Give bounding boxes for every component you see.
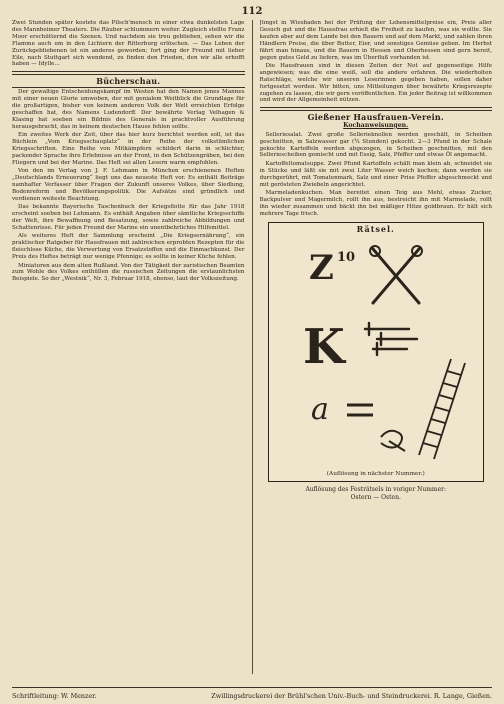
puzzle-title: Rätsel. (356, 223, 395, 234)
right-top-paragraph: Die Hausfrauen sind in diesen Zeiten der Not auf gegenseitige Hilfe angewiesen; was die eine weiß, soll die andere erfahren. Die wiederholten Ratschläge, welche wir unseren Leserinnen gegeben haben, sollen daher fortgesetzt werden. Wir bitten, uns Mitteilungen über bewährte Kriegsrezepte zugehen zu lassen, die wir gern veröffentlichen. Ein jeder Beitrag ist willkommen und wird der Allgemeinheit nützen. (259, 62, 492, 104)
left-top-text: Zwei Stunden später kostete das Pilsch'mensch in einer etwa dunkelsten Lage des Mannheimer Theaters. Die Räuber schlummern weiter. Zugleich stellte Franz Moor erschütternd die Szenen. Und nachdem sie treu geblieben, sehen wir die Flamme auch um in den Lichtern der Ritterburg erlöschen. — Das Leben der Zurückgebliebenen ist ein anderes geworden; fort ging der Freund mit lieber Eile, nach Stuttgart sich wendend, zu finden den Frieden, den wir alle erhofft haben — Idylle... (12, 20, 245, 68)
puzzle-solution (260, 486, 493, 502)
rebus-letter-k: K (302, 318, 345, 375)
right-column (260, 20, 493, 674)
nails-icon (365, 323, 417, 355)
rebus-letter-z: Z (308, 247, 334, 288)
review-paragraph: Der gewaltige Entscheidungskampf im Westen hat den Namen jenes Mannes mit einer neuen Glorie umwoben, der mit genialem Weitblick die Grundlage für die großartigen, bisher von keinem anderen Volk der Welt erreichten Erfolge geschaffen hat, des Namens Ludendorff. Der bewährte Verlag Velhagen & Klasing hat soeben ein Bildnis des Generals in prachtvoller Ausführung herausgebracht, das in keinem deutschen Hause fehlen sollte. (12, 89, 245, 130)
hand-icon (381, 430, 405, 450)
review-paragraph: Das bekannte Bayerische Taschenbuch der Kriegsflotte für das Jahr 1918 erscheint soeben bei Lehmann. Es enthält Angaben über sämtliche Kriegsschiffe der Welt, ihre Bewaffnung und Besatzung, sowie zahlreiche Abbildungen und Schattenrisse. Für jeden Freund der Marine ein unentbehrliches Hilfsmittel. (12, 204, 245, 231)
review-paragraph: Von den im Verlag von J. F. Lehmann in München erschienenen Heften „Deutschlands Erneuerung“ liegt uns das neueste Heft vor. Es enthält Beiträge namhafter Verfasser über Fragen der Zukunft unseres Volkes, über Siedlung, Bodenreform und Bevölkerungspolitik. Die Aufsätze sind gründlich und verdienen weiteste Beachtung. (12, 168, 245, 202)
picture-puzzle-box (268, 222, 485, 482)
puzzle-caption: (Auflösung in nächster Nummer.) (326, 470, 425, 477)
solution-answer: Ostern — Osten. (350, 493, 401, 501)
section-title-buecherschau: Bücherschau. (96, 75, 161, 86)
footer-printer: Zwillingsdruckerei der Brühl'schen Univ.-Buch- und Steindruckerei. R. Lange, Gießen. (211, 692, 492, 700)
equals-sign-icon (347, 405, 373, 415)
page-number: 112 (241, 6, 263, 17)
subheading-kochanweisungen: Kochanweisungen. (343, 121, 409, 129)
rebus-superscript: 10 (336, 249, 355, 265)
footer-editor: Schriftleitung: W. Menzer. (12, 692, 97, 700)
section-divider (12, 71, 245, 75)
title-rule (12, 87, 245, 88)
review-paragraph: Miniaturen aus dem alten Rußland. Von der Tätigkeit der zaristischen Beamten zum Wohle des Volkes enthüllen die russischen Zeitungen die erstaunlichsten Beispiele. So der „Westnik“, Nr. 3, Februar 1918, ebenso, laut der Volkszeitung. (12, 262, 245, 283)
left-column (12, 20, 245, 674)
imprint-footer (12, 687, 492, 700)
page-columns (12, 20, 492, 674)
recipe-paragraph: Kartoffeltomatsuppe. Zwei Pfund Kartoffeln schält man klein ab, schneidet sie in Stücke und läßt sie mit zwei Liter Wasser weich kochen; dann werden sie durchgerührt, mit Tomatenmark, Salz und einer Prise Pfeffer abgeschmeckt und mit gerösteten Zwiebeln angerichtet. (259, 160, 492, 188)
crossed-tools-icon (370, 246, 422, 303)
column-divider (252, 20, 253, 674)
ladder-icon (419, 359, 465, 459)
section-divider (260, 107, 493, 111)
section-title-hausfrauen-verein: Gießener Hausfrauen-Verein. (307, 111, 444, 122)
rebus-illustration (269, 241, 475, 461)
right-top-paragraph: Jüngst in Wiesbaden bei der Prüfung der Lebensmittelpreise ein, Preis aller Gesuch gut und die Haussfrau erhielt die Freiheit zu kaufen, was sie wollte. Sie kaufen aber auf dem Lande bei den Bauern und auf dem Markt, und zahlen ihren Händlern Preise, die über Butter, Eier, und sonstiges Gemüse geben. Im Herbst fährt man hinaus, und die Bauern in Hessen und Oberhessen sind gern bereit, gegen gutes Geld zu liefern, was im Überfluß vorhanden ist. (259, 20, 492, 61)
review-paragraph: Ein zweites Werk der Zeit, über das hier kurz berichtet werden soll, ist das Büchlein „Vom Kriegsschauplatz“ in der Reihe der volkstümlichen Kriegsschriften. Eine Reihe von Mitkämpfern schildert darin in schlichter, packender Sprache ihre Erlebnisse an der Front, in den Schützengräben, bei den Fliegern und bei der Marine. Das Heft sei allen Lesern warm empfohlen. (12, 132, 245, 166)
review-paragraph: Als weiteres Heft der Sammlung erscheint „Die Kriegsernährung“, ein praktischer Ratgeber für Hausfrauen mit zahlreichen erprobten Rezepten für die fleischlose Küche, die Verwertung von Ersatzstoffen und die Einmachkunst. Der Preis des Heftes beträgt nur wenige Pfennige; es sollte in keiner Küche fehlen. (12, 233, 245, 261)
solution-line: Auflösung des Festrätsels in voriger Nummer: (305, 485, 447, 493)
recipe-paragraph: Marmeladenkuchen. Man bereitet einen Teig aus Mehl, etwas Zucker, Backpulver und Magermilch, rollt ihn aus, bestreicht ihn mit Marmelade, rollt ihn wieder zusammen und bäckt ihn bei mäßiger Hitze goldbraun. Er hält sich mehrere Tage frisch. (259, 189, 492, 217)
rebus-letter-a: a (310, 391, 329, 427)
recipe-paragraph: Selleriesalat. Zwei große Sellerieknollen werden geschält, in Scheiben geschnitten, in Salzwasser gar (¾ Stunden) gekocht. 2—3 Pfund in der Schale gekochte Kartoffeln werden abgezogen, in Scheiben geschnitten, mit den Selleriescheiben gemischt und mit Essig, Salz, Pfeffer und etwas Öl angemacht. (259, 131, 492, 159)
